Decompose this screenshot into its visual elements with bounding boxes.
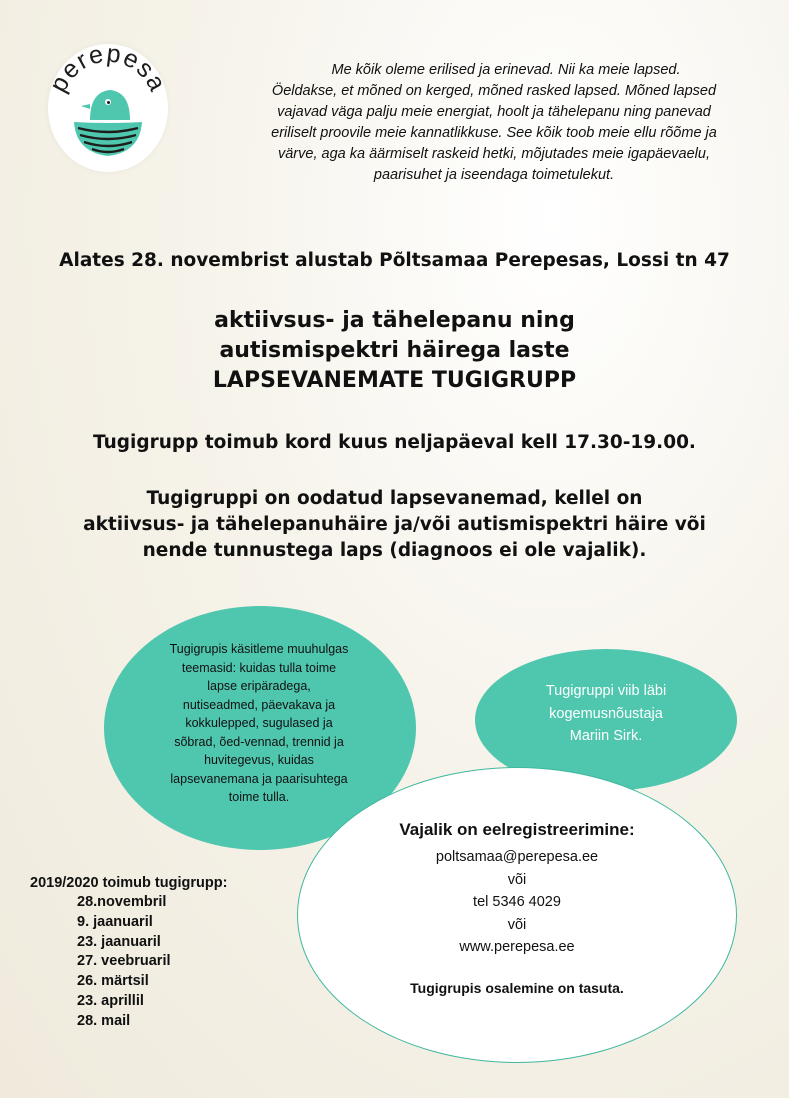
intro-line: eriliselt proovile meie kannatlikkuse. See kõik toob meie ellu rõõme ja	[271, 125, 717, 141]
date-item: 23. jaanuaril	[77, 933, 161, 950]
title-line: LAPSEVANEMATE TUGIGRUPP	[212, 368, 577, 393]
topics-line: lapse eripäradega,	[207, 679, 311, 693]
intro-line: Me kõik oleme erilised ja erinevad. Nii ka meie lapsed.	[331, 62, 681, 78]
free-note: Tugigrupis osalemine on tasuta.	[410, 980, 624, 996]
leader-line: Mariin Sirk.	[569, 728, 643, 744]
page-title	[0, 306, 789, 396]
intro-paragraph	[214, 60, 774, 186]
leader-line: Tugigruppi viib läbi	[545, 683, 667, 699]
start-announcement: Alates 28. novembrist alustab Põltsamaa Perepesas, Lossi tn 47	[59, 250, 730, 271]
leader-line: kogemusnõustaja	[549, 705, 663, 722]
logo-wordmark: erepes	[55, 44, 161, 85]
topics-line: kokkulepped, sugulased ja	[185, 716, 333, 730]
svg-text:perepesa	[48, 44, 168, 97]
topics-line: Tugigrupis käsitleme muuhulgas	[169, 642, 349, 656]
invite-line: Tugigruppi on oodatud lapsevanemad, kellel on	[146, 488, 643, 509]
date-item: 9. jaanuaril	[77, 913, 153, 930]
intro-line: paarisuhet ja iseendaga toimetulekut.	[373, 167, 615, 183]
date-item: 28. mail	[77, 1012, 131, 1029]
registration-heading: Vajalik on eelregistreerimine:	[399, 820, 635, 839]
intro-line: vajavad väga palju meie energiat, hoolt ja tähelepanu ning panevad	[277, 104, 711, 120]
topics-line: huvitegevus, kuidas	[204, 753, 314, 767]
leader-text	[500, 680, 712, 748]
dates-list	[77, 893, 171, 1032]
topics-line: lapsevanemana ja paarisuhtega	[170, 771, 348, 786]
topics-text	[134, 640, 384, 807]
perepesa-logo	[48, 44, 168, 172]
topics-line: toime tulla.	[228, 790, 290, 804]
date-item: 26. märtsil	[77, 973, 149, 990]
invite-line: nende tunnustega laps (diagnoos ei ole vajalik).	[142, 540, 647, 561]
topics-line: teemasid: kuidas tulla toime	[181, 660, 337, 675]
title-line: aktiivsus- ja tähelepanu ning	[214, 308, 575, 333]
date-item: 23. aprillil	[77, 992, 144, 1009]
email-link[interactable]: poltsamaa@perepesa.ee	[435, 849, 599, 865]
website-link[interactable]: www.perepesa.ee	[459, 939, 575, 955]
date-item: 27. veebruaril	[77, 953, 171, 970]
invitation-text	[0, 486, 789, 564]
topics-line: nutiseadmed, päevakava ja	[182, 697, 336, 712]
intro-line: Öeldakse, et mõned on kerged, mõned rasked lapsed. Mõned lapsed	[271, 83, 717, 99]
nest-bird-icon	[48, 44, 168, 172]
schedule-text: Tugigrupp toimub kord kuus neljapäeval kell 17.30-19.00.	[93, 432, 696, 453]
invite-line: aktiivsus- ja tähelepanuhäire ja/või autismispektri häire või	[83, 514, 706, 535]
intro-line: värve, aga ka äärmiselt raskeid hetki, mõjutades meie igapäevaelu,	[277, 146, 710, 162]
topics-line: sõbrad, õed-vennad, trennid ja	[174, 734, 344, 749]
dates-heading: 2019/2020 toimub tugigrupp:	[30, 875, 228, 891]
title-line: autismispektri häirega laste	[219, 338, 570, 363]
registration-contacts	[330, 846, 704, 959]
or-text: või	[507, 871, 527, 888]
phone-number[interactable]: tel 5346 4029	[473, 894, 561, 910]
date-item: 28.novembril	[77, 894, 167, 910]
or-text: või	[507, 916, 527, 933]
